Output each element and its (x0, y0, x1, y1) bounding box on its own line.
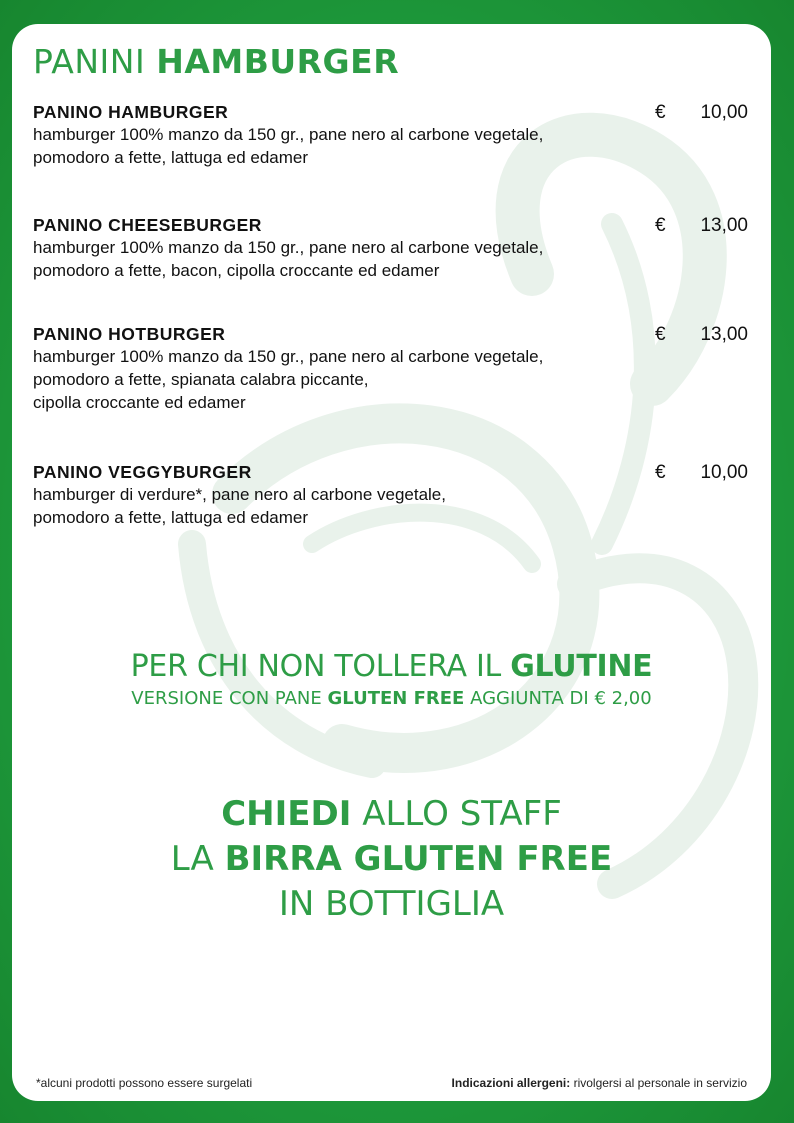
price-amount: 10,00 (700, 462, 748, 483)
item-name: PANINO CHEESEBURGER (33, 215, 262, 235)
gluten-heading-bold: GLUTINE (510, 649, 653, 684)
beer-line1-bold: CHIEDI (221, 794, 352, 834)
gluten-heading (12, 649, 771, 684)
item-name: PANINO VEGGYBURGER (33, 462, 252, 482)
beer-line1-light: ALLO STAFF (362, 794, 562, 834)
item-description (33, 483, 653, 529)
gluten-sub-post: AGGIUNTA DI € 2,00 (470, 688, 652, 709)
price-amount: 10,00 (700, 102, 748, 123)
page-title (33, 42, 399, 81)
currency-symbol: € (655, 102, 666, 123)
title-light: PANINI (33, 42, 146, 81)
beer-line-2 (12, 837, 771, 881)
beer-line-3 (12, 882, 771, 926)
menu-item (33, 215, 748, 282)
item-description (33, 236, 653, 282)
desc-line: cipolla croccante ed edamer (33, 393, 246, 412)
allergen-text: rivolgersi al personale in servizio (573, 1076, 747, 1090)
desc-line: pomodoro a fette, lattuga ed edamer (33, 508, 309, 527)
currency-symbol: € (655, 215, 666, 236)
desc-line: pomodoro a fette, bacon, cipolla croccante ed edamer (33, 261, 440, 280)
menu-item (33, 324, 748, 414)
beer-line-1 (12, 792, 771, 836)
price-amount: 13,00 (700, 324, 748, 345)
allergen-note (452, 1076, 747, 1090)
gluten-subheading (12, 688, 771, 709)
item-name: PANINO HAMBURGER (33, 102, 229, 122)
price-amount: 13,00 (700, 215, 748, 236)
gluten-heading-light: PER CHI NON TOLLERA IL (130, 649, 501, 684)
leaf-watermark (12, 24, 771, 1101)
footer-note: *alcuni prodotti possono essere surgelati (36, 1076, 253, 1090)
gluten-sub-pre: VERSIONE CON PANE (131, 688, 322, 709)
beer-line2-light: LA (170, 839, 214, 879)
desc-line: pomodoro a fette, lattuga ed edamer (33, 148, 309, 167)
desc-line: hamburger 100% manzo da 150 gr., pane nero al carbone vegetale, (33, 125, 544, 144)
allergen-label: Indicazioni allergeni: (451, 1076, 571, 1090)
item-name: PANINO HOTBURGER (33, 324, 226, 344)
desc-line: hamburger 100% manzo da 150 gr., pane nero al carbone vegetale, (33, 238, 544, 257)
title-bold: HAMBURGER (156, 42, 400, 81)
desc-line: pomodoro a fette, spianata calabra piccante, (33, 370, 369, 389)
desc-line: hamburger di verdure*, pane nero al carbone vegetale, (33, 485, 446, 504)
menu-item (33, 102, 748, 169)
gluten-sub-bold: GLUTEN FREE (327, 688, 465, 709)
menu-card (12, 24, 771, 1101)
item-description (33, 345, 653, 414)
beer-line2-bold: BIRRA GLUTEN FREE (224, 839, 613, 879)
beer-line3-light: IN BOTTIGLIA (278, 884, 505, 924)
currency-symbol: € (655, 324, 666, 345)
desc-line: hamburger 100% manzo da 150 gr., pane nero al carbone vegetale, (33, 347, 544, 366)
menu-item (33, 462, 748, 529)
currency-symbol: € (655, 462, 666, 483)
item-description (33, 123, 653, 169)
